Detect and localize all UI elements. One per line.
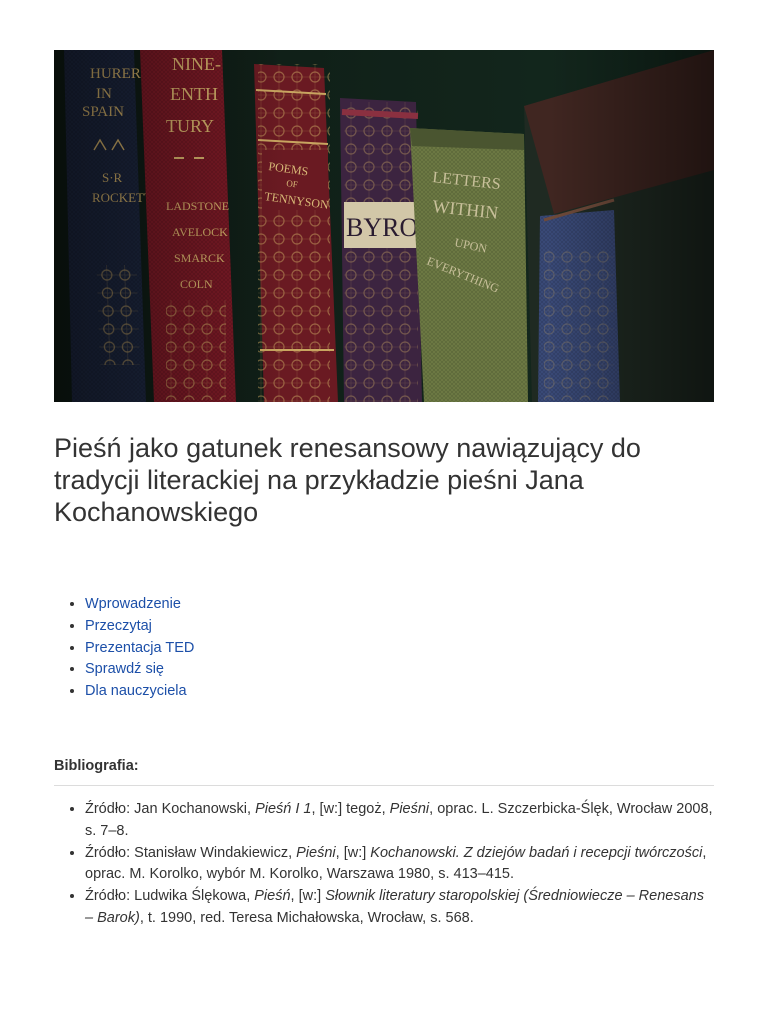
bibliography-entry: • Źródło: Jan Kochanowski, Pieśń I 1, [w:] tegoż, Pieśni, oprac. L. Szczerbicka-Ślęk, Wrocław 2008, s. 7–8. [85, 799, 714, 843]
nav-item [85, 638, 194, 660]
nav-link-wprowadzenie[interactable]: Wprowadzenie [85, 596, 181, 612]
nav-item [85, 681, 194, 703]
nav-item [85, 616, 194, 638]
bibliography-heading: Bibliografia: [54, 758, 139, 774]
divider [54, 785, 714, 786]
nav-link-przeczytaj[interactable]: Przeczytaj [85, 617, 152, 634]
nav-link-sprawdz-sie[interactable]: Sprawdź się [85, 661, 164, 678]
nav-item [85, 594, 194, 616]
nav-link-dla-nauczyciela[interactable]: Dla nauczyciela [85, 683, 187, 700]
bibliography-entry: • Źródło: Ludwika Ślękowa, Pieśń, [w:] Słownik literatury staropolskiej (Średniowiecze – Renesans – Barok), t. 1990, red. Teresa Michałowska, Wrocław, s. 568. [85, 886, 714, 930]
vintage-books-photo [54, 50, 714, 402]
section-nav [54, 594, 194, 703]
bibliography-entry: • Źródło: Stanisław Windakiewicz, Pieśni, [w:] Kochanowski. Z dziejów badań i recepcji twórczości, oprac. M. Korolko, wybór M. Korolko, Warszawa 1980, s. 413–415. [85, 843, 714, 887]
page-title: Pieśń jako gatunek renesansowy nawiązujący do tradycji literackiej na przykładzie pieśni Jana Kochanowskiego [54, 433, 641, 527]
nav-link-prezentacja-ted[interactable]: Prezentacja TED [85, 639, 195, 656]
nav-item [85, 659, 194, 681]
hero-image [54, 50, 714, 402]
bibliography-list [54, 799, 714, 930]
